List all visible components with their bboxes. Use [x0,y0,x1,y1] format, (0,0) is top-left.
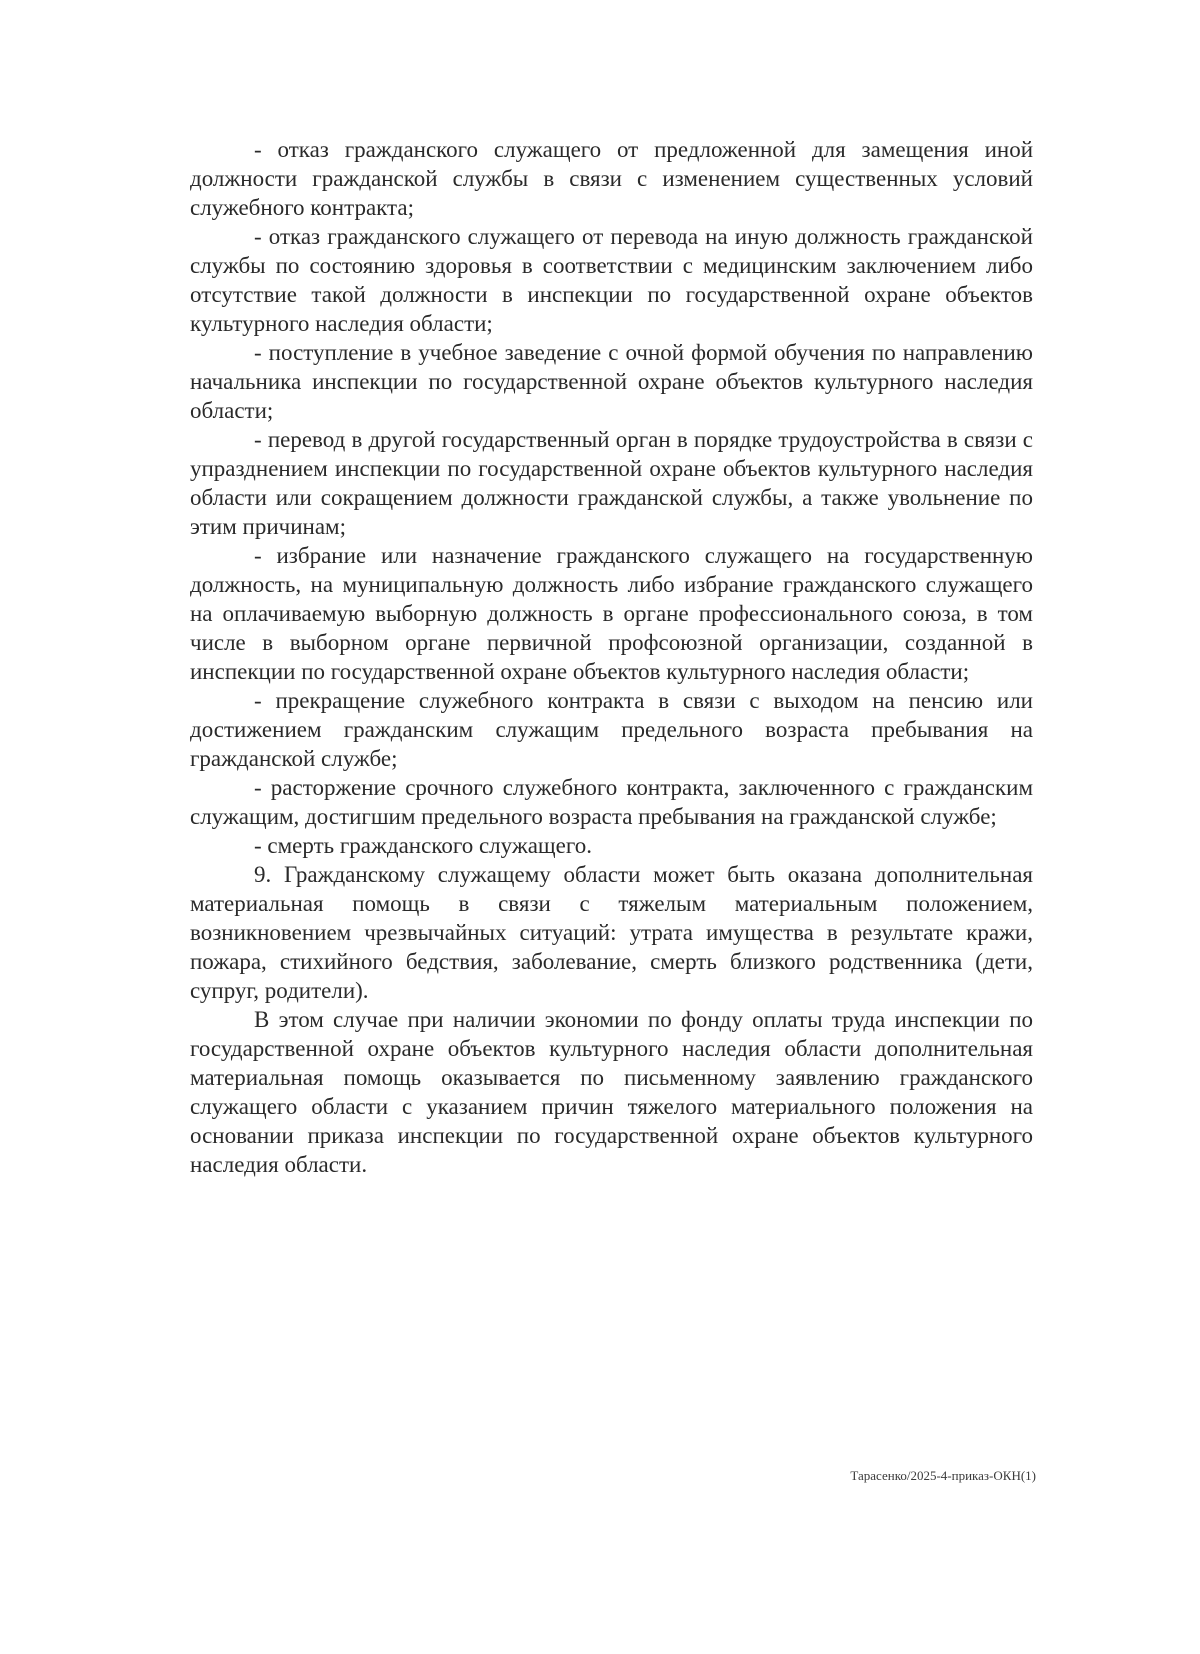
paragraph-death: - смерть гражданского служащего. [254,833,592,858]
paragraph-refusal-change-conditions: - отказ гражданского служащего от предложенной для замещения иной должности гражданской службы в связи с изменением существенных условий служебного контракта; [190,137,1033,220]
paragraph-education-enrollment: - поступление в учебное заведение с очной формой обучения по направлению начальника инспекции по государственной охране объектов культурного наследия области; [190,340,1033,423]
paragraph-savings-procedure: В этом случае при наличии экономии по фонду оплаты труда инспекции по государственной охране объектов культурного наследия области дополнительная материальная помощь оказывается по письменному заявлению гражданского служащего области с указанием причин тяжелого материального положения на основании приказа инспекции по государственной охране объектов культурного наследия области. [190,1007,1033,1177]
paragraph-item-9: 9. Гражданскому служащему области может быть оказана дополнительная материальная помощь в связи с тяжелым материальным положением, возникновением чрезвычайных ситуаций: утрата имущества в результате кражи, пожара, стихийного бедствия, заболевание, смерть близкого родственника (дети, супруг, родители). [190,862,1033,1003]
paragraph-contract-termination-pension: - прекращение служебного контракта в связи с выходом на пенсию или достижением гражданским служащим предельного возраста пребывания на гражданской службе; [190,688,1033,771]
paragraph-transfer-reorganization: - перевод в другой государственный орган в порядке трудоустройства в связи с упразднением инспекции по государственной охране объектов культурного наследия области или сокращением должности гражданской службы, а также увольнение по этим причинам; [190,427,1033,539]
document-body [190,135,1033,1179]
document-reference-code: Тарасенко/2025-4-приказ-ОКН(1) [850,1468,1036,1483]
paragraph-refusal-transfer-health: - отказ гражданского служащего от перевода на иную должность гражданской службы по состоянию здоровья в соответствии с медицинским заключением либо отсутствие такой должности в инспекции по государственной охране объектов культурного наследия области; [190,224,1033,336]
paragraph-fixed-term-contract: - расторжение срочного служебного контракта, заключенного с гражданским служащим, достигшим предельного возраста пребывания на гражданской службе; [190,775,1033,829]
paragraph-election-appointment: - избрание или назначение гражданского служащего на государственную должность, на муниципальную должность либо избрание гражданского служащего на оплачиваемую выборную должность в органе профессионального союза, в том числе в выборном органе первичной профсоюзной организации, созданной в инспекции по государственной охране объектов культурного наследия области; [190,543,1033,684]
